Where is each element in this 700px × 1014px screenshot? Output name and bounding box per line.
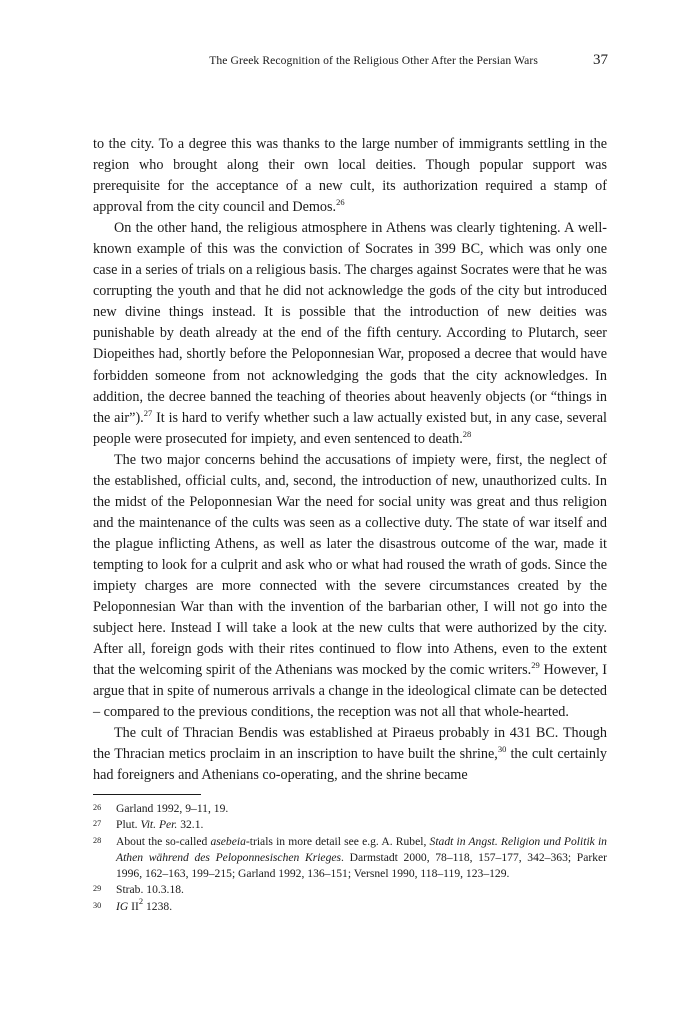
text-run: It is hard to verify whether such a law actually existed but, in any case, several people were prosecuted for impiety, and even sentenced to death. <box>93 409 607 447</box>
paragraph <box>93 134 607 218</box>
text-run: 1238. <box>143 899 173 913</box>
text-run: About the so-called <box>116 834 211 848</box>
footnote-number: 26 <box>93 803 102 812</box>
text-run: The cult of Thracian Bendis was established at Piraeus probably in 431 BC. Though the Thracian metics proclaim in an inscription to have built the shrine, <box>93 725 607 763</box>
footnote <box>93 801 607 817</box>
text-run: Strab. 10.3.18. <box>116 883 184 897</box>
text-run: Plut. <box>116 818 141 832</box>
text-run: The two major concerns behind the accusations of impiety were, first, the neglect of the established, official cults, and, second, the introduction of new, unauthorized cults. In the midst of the Peloponnesian War the need for social unity was great and thus religion and the maintenance of the cults was seen as a collective duty. The state of war itself and the plague inflicting Athens, as well as later the disastrous outcome of the war, made it tempting to look for a culprit and ask who or what had roused the wrath of gods. Since the impiety charges are more connected with the severe circumstances created by the Peloponnesian War than with the invention of the barbarian other, I will not go into the subject here. Instead I will take a look at the new cults that were authorized by the city. After all, foreign gods with their rites continued to flow into Athens, even to the extent that the welcoming spirit of the Athenians was mocked by the comic writers. <box>93 451 607 679</box>
text-run: -trials in more detail see e.g. A. Rubel, <box>245 834 430 848</box>
text-run: On the other hand, the religious atmosphere in Athens was clearly tightening. A well-known example of this was the conviction of Socrates in 399 BC, which was only one case in a series of trials on a religious basis. The charges against Socrates were that he was corrupting the youth and that he did not acknowledge the gods of the city but introduced new divine things instead. It is possible that the introduction of new deities was punishable by death already at the end of the fifth century. According to Plutarch, seer Diopeithes had, shortly before the Peloponnesian War, proposed a decree that would have forbidden someone from not acknowledging the gods that the city acknowledges. In addition, the decree banned the teaching of theories about heavenly objects (or “things in the air”). <box>93 220 607 426</box>
text-run: . Darmstadt 2000, 78–118, 157–177, 342–363; Parker 1996, 162–163, 199–215; Garland 1992, 136–151; Versnel 1990, 118–119, 123–129. <box>116 850 608 881</box>
footnote <box>93 882 607 898</box>
page-number: 37 <box>593 52 608 68</box>
paragraph <box>93 723 607 786</box>
footnote-ref: 30 <box>497 744 507 755</box>
text-run: II <box>128 899 139 913</box>
italic-text: Stadt in Angst. Religion und Politik in Athen während des Peloponnesischen Krieges <box>116 834 607 864</box>
paragraph <box>93 450 607 724</box>
footnote-ref: 2 <box>138 895 144 906</box>
text-run: 32.1. <box>177 818 204 832</box>
footnote-ref: 26 <box>336 197 345 208</box>
running-header <box>0 52 700 72</box>
footnote <box>93 817 607 833</box>
footnotes <box>93 801 607 915</box>
footnote-number: 27 <box>93 819 102 829</box>
footnote <box>93 895 607 915</box>
footnote-number: 29 <box>93 884 102 894</box>
footnote-divider <box>93 794 201 795</box>
text-run: to the city. To a degree this was thanks to the large number of immigrants settling in the region who brought along their own local deities. Though popular support was prerequisite for the acceptance of a new cult, its authorization required a stamp of approval from the city council and Demos. <box>93 136 607 216</box>
text-run: Garland 1992, 9–11, 19. <box>116 802 229 815</box>
running-title: The Greek Recognition of the Religious Other After the Persian Wars <box>209 54 538 67</box>
footnote-ref: 27 <box>143 407 153 418</box>
footnote-ref: 28 <box>462 428 472 439</box>
paragraph <box>93 218 607 450</box>
footnote-ref: 29 <box>531 660 540 671</box>
footnote-number: 28 <box>93 835 102 845</box>
italic-text: IG <box>116 899 129 913</box>
italic-text: asebeia <box>210 834 246 848</box>
text-run: the cult certainly had foreigners and Athenians co-operating, and the shrine became <box>93 746 607 784</box>
footnote-number: 30 <box>93 900 102 910</box>
main-text <box>93 134 607 786</box>
italic-text: Vit. Per. <box>140 818 178 832</box>
text-run: However, I argue that in spite of numerous arrivals a change in the ideological climate can be detected – compared to the previous conditions, the reception was not all that whole-hearted. <box>93 662 608 721</box>
footnote <box>93 834 607 883</box>
